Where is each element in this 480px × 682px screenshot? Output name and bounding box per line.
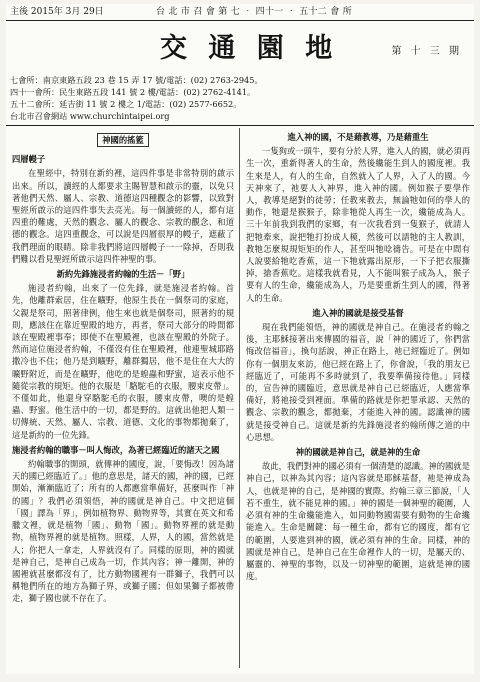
paragraph-four-veils: 在聖經中，特別在新約裡，這四件事是非常特別的啟示出來。所以，讀經的人都要求主賜智慧和啟示的靈，以免只著他們天然、屬人、宗教、道德這四種觀念的影響，以致對聖經所啟示的這四件事失去亮光。每一個讀經的人，都有這四重的難處，天然的觀念、屬人的觀念、宗教的觀念、和道德的觀念。這四重觀念，可以說是四層很厚的幔子，遮蔽了我們理面的眼睛。除非我們將這四層幔子一一除掉，否則我們難以看見聖經所啟示這四件神聖的事。 [12,168,234,264]
column-divider [239,128,240,668]
header-bar [6,4,474,21]
section-heading-god-life: 神的國就是神自己，就是神的生命 [295,447,421,458]
address-line-41: 四十一會所：民生東路五段 141 號 2 樓/電話：(02) 2762-4141。 [10,87,256,98]
issue-number: 第 十 三 期 [391,46,462,57]
section-heading-receive-christ: 進入神的國就是接受基督 [312,307,404,318]
paragraph-rebirth: 一隻狗或一頭牛，要有分於人界，進入人的國，就必須再生一次，重新得著人的生命，然後纔能生到人的國度裡。我生來是人，有人的生命，自然就入了人界，入了人的國。今天神來了，祂要人入神界，進入神的國。例如猴子要學作人，教導是絕對的徒勞；任教來教去，無論牠如何的學人的動作，牠還是猴猴子，除非牠從人再生一次，纔能成為人。三十年前我到我們的家鄉，有一次我看到一隻猴子，就請人把牠牽來，說把牠打扮成人模，然後可以請牠的主人教訓，教牠怎麼規規矩矩的作人，甚至叫牠唸禱告。可是在中間有人說要給牠吃香蕉，這一下牠就露出原形，一下子把衣服撕掉，搶香蕉吃。這樣我就看見，人不能叫猴子成為人，猴子要有人的生命，纔能成為人，乃是要重新生到人的國，得著人的生命。 [246,146,470,303]
paragraph-john-life: 施浸者約翰，出來了一位先鋒，就是施浸者約翰。首先，他離群索居，住在曠野，他原生長在一個祭司的家庭，父親是祭司，照著律例，他生來也就是個祭司，照著約的規則，應該住在靠近聖殿的地方，再者，祭司大部分的時間都該在聖殿裡事奉；即使不在聖殿裡，也該在聖殿的外院子。然而這位施浸者約翰，不僅沒有住在聖殿裡，他連聖城耶路撒冷也不住；他乃是到曠野，離群獨居，他不是住在大大的曠野附近，而是在曠野，他吃的是蝗蟲和野蜜，這表示他不隨從宗教的規矩。他的衣服是「駱駝毛的衣服，腰束皮帶」。不僅如此，他還身穿駱駝毛的衣服，腰束皮帶，噢的是蝗蟲、野蜜。他生活中的一切，都是野的。這就出他把人類一切傳統、天然、屬人、宗教、道德、文化的事物都拋棄了，這是新約的一位先鋒。 [12,283,234,440]
paragraph-john-ministry: 約翰職事的開頭，就傳神的國度，說，「要悔改！因為諸天的國已經臨近了。」他的意思是，諸天的國，神的國，已經開始，漸漸臨近了；所有的人都應當準備好，甚麼叫作「神的國」？我們必須領悟，神的國就是神自己。中文把這個「國」譯為「界」，例如植物界、動物界等，其實在英文和希臘文裡，就是植物「國」、動物「國」。動物界裡的就是動物，植物界裡的就是植物。照樣，人界，人的國，當然就是人；你把人一拿走，人界就沒有了。同樣的原則，神的國就是神自己，是神自己成為一切，作其內容；神一離開，神的國裡就甚麼都沒有了，比方動物國裡有一群獅子，我們可以稱牠們所在的地方為獅子界，或獅子國；但如果獅子都被帶走，獅子國也就不存在了。 [12,459,234,604]
left-column [12,128,234,605]
section-heading-john-life: 新約先鋒施浸者約翰的生活－「野」 [56,269,190,280]
website-line[interactable]: 台北市召會網站 www.churchintaipei.org [10,111,170,122]
issue-date: 主後 2015年 3月 29日 [10,7,104,17]
section-heading-rebirth: 進入神的國，不是藉教導，乃是藉重生 [287,132,429,142]
address-block [10,74,263,122]
paragraph-receive-christ: 現在我們能領悟，神的國就是神自己。在施浸者約翰之後，主耶穌接著出來傳國的福音，說「神的國近了，你們當悔改信福音」，換句話說，神正在路上，祂已經臨近了。例如你有一個朋友來訪，他已經在路上了，你會說，「我的朋友已經臨近了，可能再不多時就到了，我要準備接待他。」同樣的，宣告神的國臨近，意思就是神自己已經臨近，人應當準備好，將祂接受到裡面。準備的路就是你把罪承認、天然的觀念、宗教的觀念，都拋棄，才能進入神的國。認識神的國就是接受神自己。這就是新約先鋒施浸者約翰所傳之道的中心思想。 [246,322,470,442]
header-rule [6,125,474,126]
masthead [6,26,474,64]
right-column [246,128,470,582]
church-name: 台 北 市 召 會 第 七 ‧ 四十一 ‧ 五十二 會 所 [156,7,353,17]
newsletter-page [6,4,474,674]
newsletter-title: 交 通 園 地 [160,33,339,64]
section-heading-john-ministry: 施浸者約翰的職事－叫人悔改，為著已經臨近的諸天之國 [12,444,220,455]
article-title: 神國的搖籃 [97,133,149,147]
section-heading-four-veils: 四層幔子 [12,154,46,165]
paragraph-god-life: 故此，我們對神的國必須有一個清楚的認識。神的國就是神自己，以神為其內容；這內容就是耶穌基督，祂是神成為人，也就是神的自己，是神國的實際。約翰三章三節說，「人若不重生，就不能見神的國。」神的國是一個神聖的範圍，人必須有神的生命纔能進入，如同動物國需要有動物的生命纔能進入。生命是關鍵：每一種生命，都有它的國度，都有它的範圍，人要進到神的國，就必須有神的生命。同樣，神的國就是神自己，是神自己在生命裡作人的一切，是屬天的、屬靈的、神聖的事物，以及一切神聖的範圍，這就是神的國度。 [246,461,470,582]
address-line-7: 七會所：南京東路五段 23 巷 15 弄 17 號/電話：(02) 2763-2945。 [10,75,263,85]
address-line-52: 五十二會所：延吉街 11 號 2 樓之 1/電話：(02) 2577-6652。 [10,99,242,110]
